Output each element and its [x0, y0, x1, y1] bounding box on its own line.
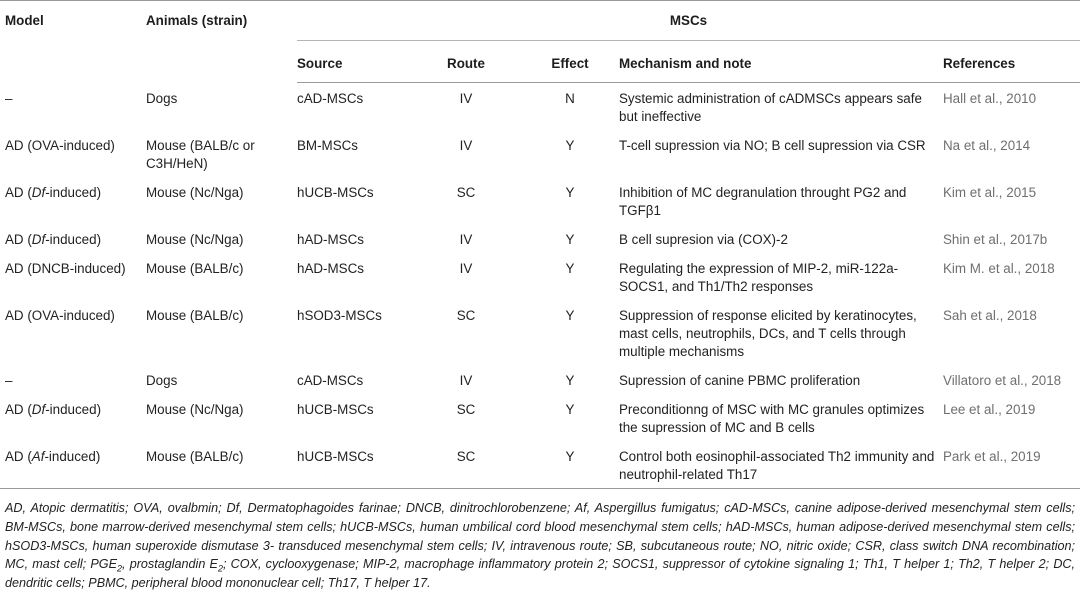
cell-model: AD (OVA-induced)	[5, 308, 115, 323]
cell-animals: Mouse (Nc/Nga)	[146, 402, 244, 417]
cell-mechanism: Inhibition of MC degranulation throught PG2 and TGFβ1	[619, 185, 907, 218]
cell-reference: Sah et al., 2018	[943, 308, 1037, 323]
cell-effect: Y	[565, 138, 575, 153]
footnote-text-1: AD, Atopic dermatitis; OVA, ovalbmin; Df, Dermatophagoides farinae; DNCB, dinitrochlorobenzene; Af, Aspergillus fumigatus; cAD-MSCs, canine adipose-derived mesenchymal stem cells; BM-MSCs, bone marrow-derived mesenchymal stem cells; hUCB-MSCs, human umbilical cord blood mesenchymal stem cells; hAD-MSCs, human adipose-derived mesenchymal stem cells; hSOD3-MSCs, human superoxide dismutase 3- transduced mesenchymal stem cells; IV, intravenous route; SB, subcutaneous route; NO, nitric oxide; CSR, class switch DNA recombination; MC, mast cell; PGE	[5, 501, 1075, 572]
table-row	[0, 300, 1080, 365]
footnote-subscript-1: 2	[117, 563, 123, 574]
cell-reference: Na et al., 2014	[943, 138, 1031, 153]
cell-animals: Dogs	[146, 373, 178, 388]
cell-source: cAD-MSCs	[297, 373, 364, 388]
cell-animals: Mouse (BALB/c)	[146, 261, 244, 276]
cell-route: SC	[411, 441, 521, 489]
cell-mechanism: Suppression of response elicited by keratinocytes, mast cells, neutrophils, DCs, and T cells through multiple mechanisms	[619, 308, 917, 359]
cell-model: –	[5, 373, 13, 388]
col-group-header-mscs: MSCs	[297, 1, 1080, 41]
header-row-1	[0, 1, 1080, 41]
cell-route: IV	[459, 138, 473, 153]
table-row	[0, 253, 1080, 300]
cell-reference: Kim M. et al., 2018	[943, 261, 1055, 276]
col-header-model: Model	[5, 13, 44, 28]
table-row	[0, 365, 1080, 394]
cell-route: SC	[456, 402, 476, 417]
cell-mechanism: Preconditionng of MSC with MC granules optimizes the supression of MC and B cells	[619, 402, 925, 435]
col-header-source: Source	[297, 41, 411, 83]
cell-source: hSOD3-MSCs	[297, 308, 382, 323]
cell-route: IV	[459, 91, 473, 106]
cell-mechanism: Regulating the expression of MIP-2, miR-122a-SOCS1, and Th1/Th2 responses	[619, 261, 899, 294]
cell-mechanism: B cell supresion via (COX)-2	[619, 232, 788, 247]
table-row	[0, 224, 1080, 253]
cell-source: cAD-MSCs	[297, 91, 364, 106]
cell-effect: Y	[565, 402, 575, 417]
cell-route: IV	[459, 261, 473, 276]
cell-reference: Lee et al., 2019	[943, 402, 1036, 417]
col-header-effect: Effect	[521, 41, 619, 83]
cell-effect: N	[565, 91, 575, 106]
cell-model: AD (Df-induced)	[5, 232, 102, 247]
cell-model: AD (OVA-induced)	[5, 138, 115, 153]
col-header-references: References	[943, 41, 1080, 83]
cell-reference: Villatoro et al., 2018	[943, 373, 1062, 388]
cell-model: –	[5, 90, 13, 106]
cell-reference: Shin et al., 2017b	[943, 232, 1048, 247]
cell-source: BM-MSCs	[297, 138, 358, 153]
col-header-route: Route	[411, 41, 521, 83]
cell-mechanism: T-cell supression via NO; B cell supression via CSR	[619, 138, 926, 153]
cell-mechanism: Supression of canine PBMC proliferation	[619, 373, 861, 388]
cell-source: hUCB-MSCs	[297, 402, 374, 417]
footnote-text-3: ; COX, cyclooxygenase; MIP-2, macrophage inflammatory protein 2; SOCS1, suppressor of cytokine signaling 1; Th1, T helper 1; Th2, T helper 2; DC, dendritic cells; PBMC, peripheral blood mononuclear cell; Th17, T helper 17.	[5, 557, 1076, 591]
cell-reference: Park et al., 2019	[943, 441, 1080, 489]
cell-model: AD (Df-induced)	[5, 185, 102, 200]
cell-effect: Y	[565, 261, 575, 276]
cell-animals: Mouse (BALB/c)	[146, 308, 244, 323]
cell-model: AD (DNCB-induced)	[5, 261, 126, 276]
cell-effect: Y	[565, 232, 575, 247]
table-row	[0, 130, 1080, 177]
cell-animals: Mouse (BALB/c or C3H/HeN)	[146, 138, 255, 171]
table-row	[0, 83, 1080, 131]
cell-effect: Y	[565, 308, 575, 323]
col-header-mechanism: Mechanism and note	[619, 41, 943, 83]
cell-animals: Mouse (Nc/Nga)	[146, 232, 244, 247]
cell-effect: Y	[565, 373, 575, 388]
table-row	[0, 441, 1080, 489]
cell-effect: Y	[565, 185, 575, 200]
cell-mechanism: Control both eosinophil-associated Th2 immunity and neutrophil-related Th17	[619, 441, 943, 489]
cell-mechanism: Systemic administration of cADMSCs appears safe but ineffective	[619, 91, 922, 124]
cell-source: hAD-MSCs	[297, 261, 364, 276]
cell-model: AD (Af-induced)	[0, 441, 146, 489]
col-header-animals: Animals (strain)	[146, 13, 248, 28]
cell-model: AD (Df-induced)	[5, 402, 102, 417]
cell-source: hUCB-MSCs	[297, 441, 411, 489]
cell-reference: Hall et al., 2010	[943, 91, 1037, 106]
cell-route: SC	[456, 308, 476, 323]
footnote-subscript-2: 2	[217, 563, 223, 574]
cell-source: hAD-MSCs	[297, 232, 364, 247]
footnote-text-2: , prostaglandin E	[122, 557, 218, 572]
cell-animals: Dogs	[146, 90, 178, 106]
cell-reference: Kim et al., 2015	[943, 185, 1037, 200]
table-row	[0, 177, 1080, 224]
cell-route: IV	[459, 232, 473, 247]
table-footnote	[0, 489, 1080, 593]
cell-source: hUCB-MSCs	[297, 185, 374, 200]
cell-animals: Mouse (BALB/c)	[146, 441, 297, 489]
cell-route: IV	[459, 373, 473, 388]
cell-route: SC	[456, 185, 476, 200]
cell-effect: Y	[521, 441, 619, 489]
table-row	[0, 394, 1080, 441]
cell-animals: Mouse (Nc/Nga)	[146, 185, 244, 200]
table-body	[0, 83, 1080, 489]
